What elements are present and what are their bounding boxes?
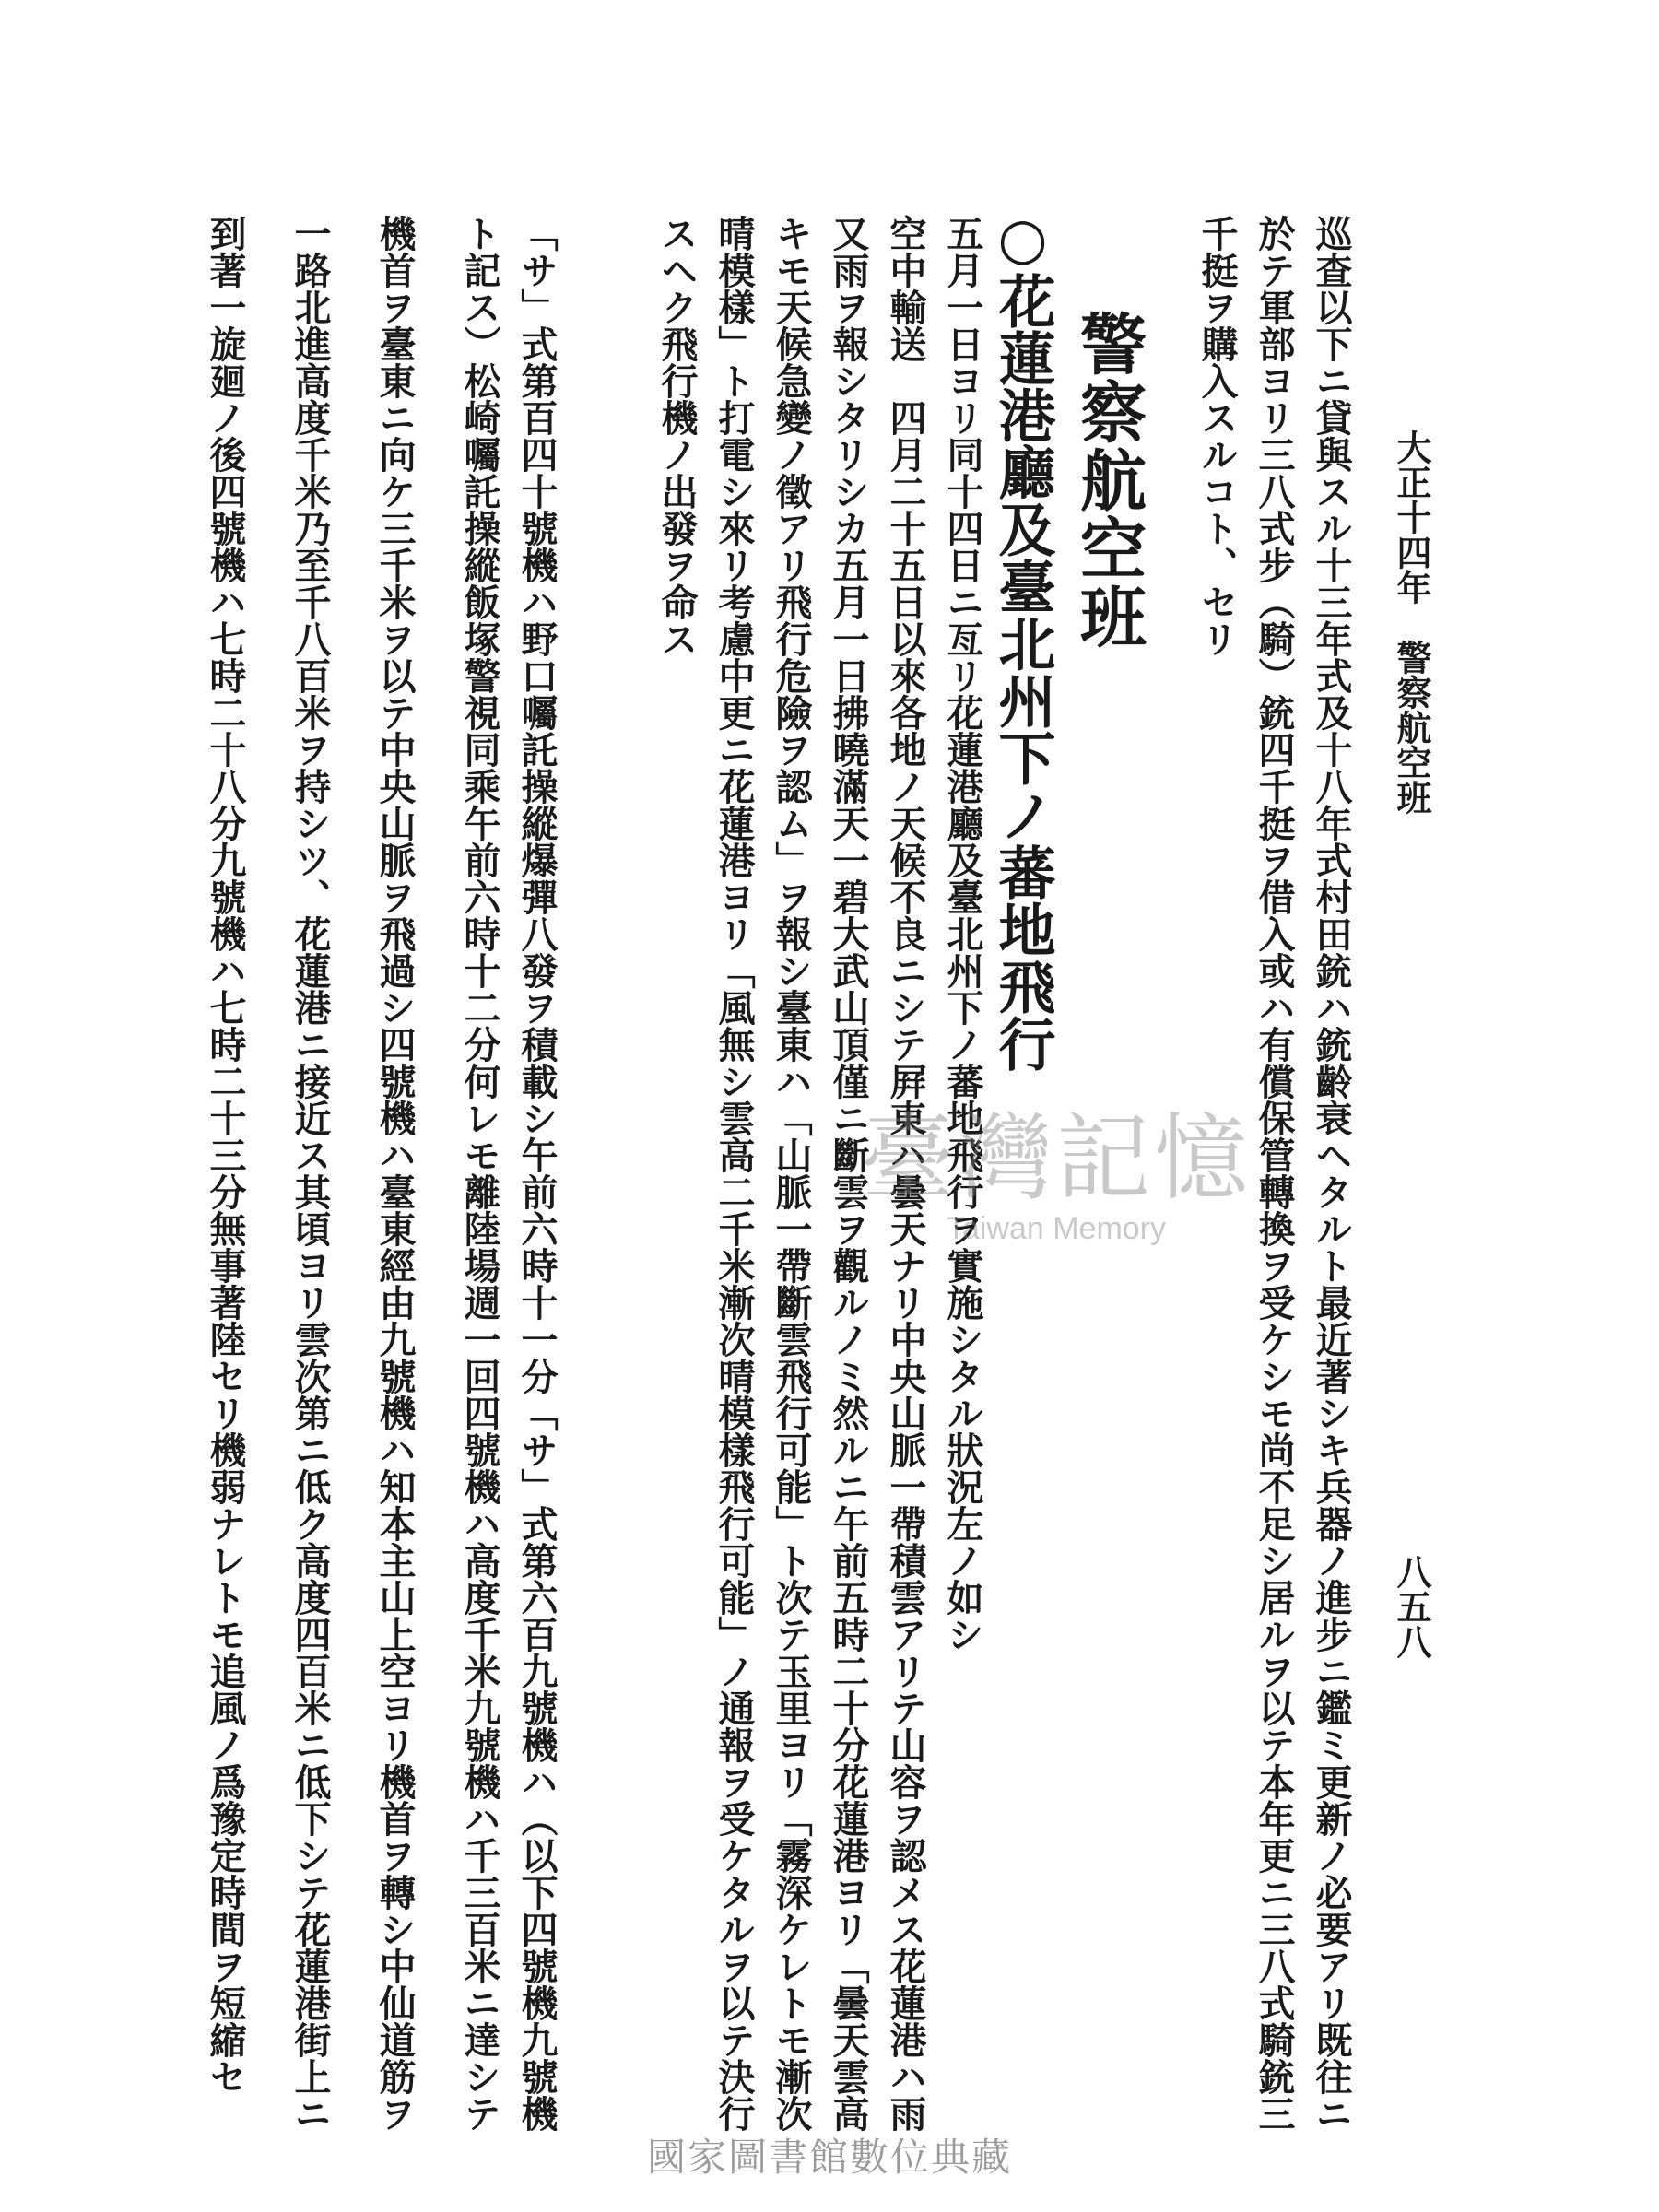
watermark-cjk: 臺灣記憶: [861, 1104, 1252, 1214]
archive-footer: 國家圖書館數位典藏: [646, 2135, 1012, 2180]
text-column-13: 一路北進高度千米乃至千八百米ヲ持シツ、花蓮港ニ接近ス其頃ヨリ雲次第ニ低ク高度四百米ニ低下シテ花蓮港街上ニ: [288, 215, 332, 2132]
text-column-10: 「サ」式第百四十號機ハ野口囑託操縱爆彈八發ヲ積載シ午前六時十一分「サ」式第六百九號機ハ（以下四號機九號機: [515, 215, 559, 2132]
watermark-english: Taiwan Memory: [946, 1211, 1167, 1246]
text-column-3: 千挺ヲ購入スルコト、セリ: [1195, 215, 1239, 657]
text-column-2: 於テ軍部ヨリ三八式步（騎）銃四千挺ヲ借入或ハ有償保管轉換ヲ受ケシモ尚不足シ居ルヲ以テ本年更ニ三八式騎銃三: [1253, 215, 1296, 2132]
text-column-7: キモ天候急變ノ徵アリ飛行危險ヲ認ム」ヲ報シ臺東ハ「山脈一帶斷雲飛行可能」ト次テ玉里ヨリ「霧深ケレトモ漸次: [770, 215, 813, 2132]
text-column-12: 機首ヲ臺東ニ向ケ三千米ヲ以テ中央山脈ヲ飛過シ四號機ハ臺東經由九號機ハ知本主山上空ヨリ機首ヲ轉シ中仙道筋ヲ: [373, 215, 417, 2132]
text-column-8: 晴模樣」ト打電シ來リ考慮中更ニ花蓮港ヨリ「風無シ雲高二千米漸次晴模樣飛行可能」ノ通報ヲ受ケタルヲ以テ決行: [712, 215, 756, 2132]
text-column-5-body: 四月二十五日以來各地ノ天候不良ニシテ屛東ハ曇天ナリ中央山脈一帶積雲アリテ山容ヲ認メス花蓮港ハ雨: [884, 362, 927, 2132]
text-column-9: スヘク飛行機ノ出發ヲ命ス: [655, 215, 699, 657]
section-title: 警察航空班: [1069, 310, 1147, 651]
running-header: 大正十四年 警察航空班: [1391, 429, 1432, 815]
subsection-heading: 空中輸送: [884, 215, 927, 362]
text-column-6: 又雨ヲ報シタリシカ五月一日拂曉滿天一碧大武山頂僅ニ斷雲ヲ觀ルノミ然ルニ午前五時二十分花蓮港ヨリ「曇天雲高: [827, 215, 870, 2132]
text-column-14: 到著一旋廻ノ後四號機ハ七時二十八分九號機ハ七時二十三分無事著陸セリ機弱ナレトモ追風ノ爲豫定時間ヲ短縮セ: [204, 215, 247, 2095]
text-column-4: 五月一日ヨリ同十四日ニ亙リ花蓮港廳及臺北州下ノ蕃地飛行ヲ實施シタル狀況左ノ如シ: [941, 215, 984, 1653]
article-title: ○花蓮港廳及臺北州下ノ蕃地飛行: [989, 205, 1056, 1072]
text-column-11: ト記ス）松崎囑託操縱飯塚警視同乘午前六時十二分何レモ離陸場週一回四號機ハ高度千米九號機ハ千三百米ニ達シテ: [458, 215, 501, 2132]
text-column-5: [884, 215, 927, 2132]
page-number: 八五八: [1391, 1554, 1432, 1659]
text-column-1: 巡查以下ニ貸與スル十三年式及十八年式村田銃ハ銃齡衰ヘタルト最近著シキ兵器ノ進步ニ鑑ミ更新ノ必要アリ既往ニ: [1310, 215, 1353, 2132]
